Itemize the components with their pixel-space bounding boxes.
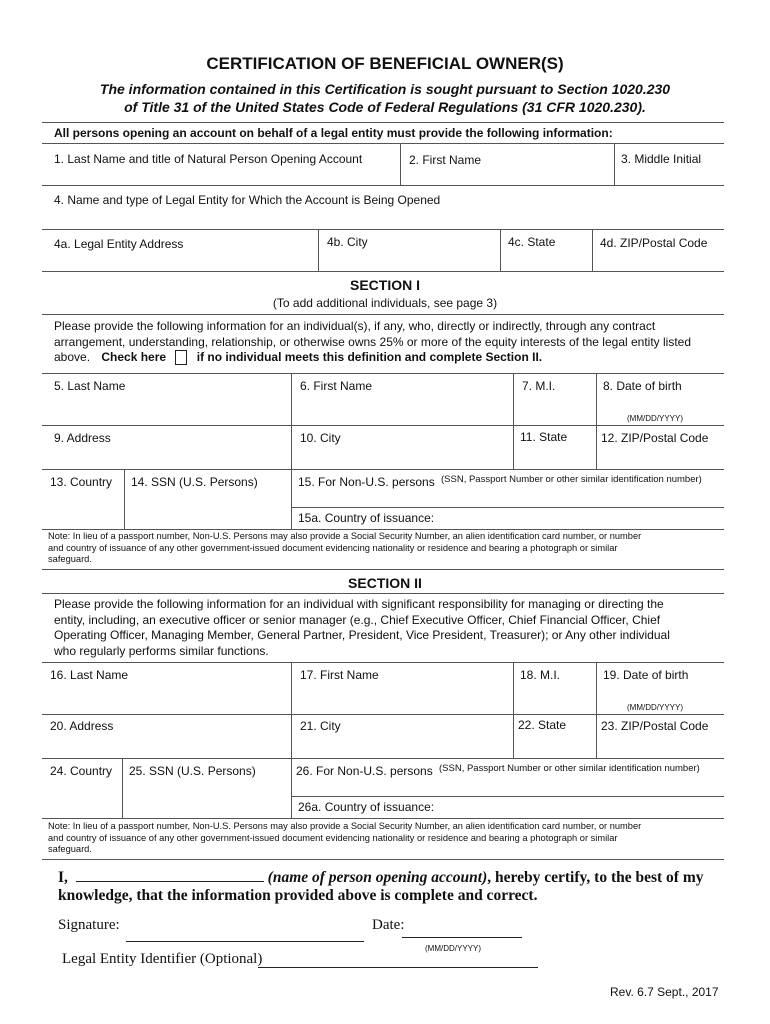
- certify-line-1: [58, 868, 704, 887]
- certify-name-hint: (name of person opening account): [267, 869, 488, 886]
- section-1-instructions: [54, 319, 734, 366]
- field-2-first-name[interactable]: 2. First Name: [409, 153, 482, 167]
- section-1-heading: SECTION I: [349, 277, 420, 293]
- check-here-label: Check here: [101, 350, 167, 364]
- section-2-para-line-3: Operating Officer, Managing Member, General Partner, President, Vice President, Treasurer); or Any other individual: [54, 628, 670, 642]
- field-4-legal-entity-name[interactable]: 4. Name and type of Legal Entity for Which the Account is Being Opened: [54, 193, 441, 207]
- field-18-mi[interactable]: 18. M.I.: [520, 668, 561, 682]
- field-7-mi[interactable]: 7. M.I.: [522, 379, 556, 393]
- field-21-city[interactable]: 21. City: [300, 719, 341, 733]
- field-5-last-name[interactable]: 5. Last Name: [54, 379, 126, 393]
- field-19-date-of-birth[interactable]: 19. Date of birth: [603, 668, 689, 682]
- field-17-first-name[interactable]: 17. First Name: [300, 668, 379, 682]
- subtitle: [0, 80, 770, 116]
- section-1-note: [48, 531, 728, 566]
- section-2-heading: SECTION II: [348, 575, 422, 591]
- section-2-para-line-4: who regularly performs similar functions.: [54, 643, 269, 658]
- field-4d-zip[interactable]: 4d. ZIP/Postal Code: [600, 236, 708, 250]
- field-4b-city[interactable]: 4b. City: [327, 235, 368, 249]
- section-1-para-above: above.: [54, 350, 91, 364]
- subtitle-line-1: The information contained in this Certification is sought pursuant to Section 1020.230: [99, 81, 671, 97]
- field-26-hint: (SSN, Passport Number or other similar identification number): [439, 763, 700, 774]
- section-1-subheading: (To add additional individuals, see page 3): [272, 296, 498, 310]
- field-6-first-name[interactable]: 6. First Name: [300, 379, 373, 393]
- field-8-date-of-birth[interactable]: 8. Date of birth: [603, 379, 682, 393]
- section-2-instructions: [54, 597, 734, 659]
- field-24-country[interactable]: 24. Country: [50, 764, 113, 778]
- section-2-note-line-3: safeguard.: [48, 844, 92, 854]
- field-10-city[interactable]: 10. City: [300, 431, 341, 445]
- field-8-date-hint: (MM/DD/YYYY): [627, 414, 683, 423]
- subtitle-line-2: of Title 31 of the United States Code of Federal Regulations (31 CFR 1020.230).: [124, 99, 646, 115]
- no-owner-checkbox[interactable]: [175, 350, 187, 365]
- field-12-zip[interactable]: 12. ZIP/Postal Code: [601, 431, 709, 445]
- lei-label: Legal Entity Identifier (Optional): [62, 951, 263, 967]
- section-2-note-line-1: Note: In lieu of a passport number, Non-U.S. Persons may also provide a Social Security Number, an alien identification card number, or number: [48, 821, 642, 831]
- signature-line[interactable]: [126, 941, 364, 942]
- section-2-para-line-2: entity, including, an executive officer or senior manager (e.g., Chief Executive Officer, Chief Financial Officer, Chief: [54, 612, 661, 627]
- certify-line-2: knowledge, that the information provided above is complete and correct.: [58, 887, 538, 904]
- field-15-non-us-id[interactable]: 15. For Non-U.S. persons: [298, 475, 435, 489]
- section-1-para-line-2: arrangement, understanding, relationship, or otherwise owns 25% or more of the equity interests of the legal entity listed: [54, 334, 692, 349]
- revision-text: Rev. 6.7 Sept., 2017: [610, 985, 719, 999]
- field-25-ssn[interactable]: 25. SSN (U.S. Persons): [129, 764, 256, 778]
- field-16-last-name[interactable]: 16. Last Name: [50, 668, 129, 682]
- field-9-address[interactable]: 9. Address: [54, 431, 111, 445]
- field-14-ssn[interactable]: 14. SSN (U.S. Persons): [131, 475, 258, 489]
- field-11-state[interactable]: 11. State: [520, 430, 568, 444]
- field-26-non-us-id[interactable]: 26. For Non-U.S. persons: [296, 764, 433, 778]
- field-22-state[interactable]: 22. State: [518, 718, 567, 732]
- certify-name-input[interactable]: [76, 868, 264, 882]
- section-1-para-line-1: Please provide the following information for an individual(s), if any, who, directly or indirectly, through any contract: [54, 319, 656, 333]
- section-2-para-line-1: Please provide the following information for an individual with significant responsibility for managing or directing the: [54, 597, 664, 611]
- field-15a-country-of-issuance[interactable]: 15a. Country of issuance:: [298, 511, 435, 525]
- field-4a-entity-address[interactable]: 4a. Legal Entity Address: [54, 237, 184, 251]
- section-2-note: [48, 821, 728, 856]
- signature-label: Signature:: [58, 917, 120, 933]
- date-hint: (MM/DD/YYYY): [425, 944, 481, 953]
- field-26a-country-of-issuance[interactable]: 26a. Country of issuance:: [298, 800, 435, 814]
- field-23-zip[interactable]: 23. ZIP/Postal Code: [601, 719, 709, 733]
- section-1-para-rest: if no individual meets this definition and complete Section II.: [196, 350, 543, 364]
- field-13-country[interactable]: 13. Country: [50, 475, 113, 489]
- field-1-last-name-title[interactable]: 1. Last Name and title of Natural Person Opening Account: [54, 152, 363, 166]
- section-1-note-line-2: and country of issuance of any other government-issued document evidencing nationality or residence and bearing a photograph or similar: [48, 542, 618, 553]
- certify-i: I,: [58, 869, 68, 886]
- field-19-date-hint: (MM/DD/YYYY): [627, 703, 683, 712]
- field-15-hint: (SSN, Passport Number or other similar identification number): [441, 474, 702, 485]
- field-20-address[interactable]: 20. Address: [50, 719, 114, 733]
- date-label: Date:: [372, 917, 405, 933]
- certify-line-1-rest: , hereby certify, to the best of my: [487, 869, 704, 886]
- intro-text: All persons opening an account on behalf of a legal entity must provide the following information:: [54, 126, 613, 140]
- field-4c-state[interactable]: 4c. State: [508, 235, 556, 249]
- date-line[interactable]: [402, 937, 522, 938]
- section-2-note-line-2: and country of issuance of any other government-issued document evidencing nationality or residence and bearing a photograph or similar: [48, 832, 618, 843]
- lei-line[interactable]: [258, 967, 538, 968]
- field-3-middle-initial[interactable]: 3. Middle Initial: [621, 152, 702, 166]
- section-1-note-line-3: safeguard.: [48, 554, 92, 564]
- section-1-note-line-1: Note: In lieu of a passport number, Non-U.S. Persons may also provide a Social Security Number, an alien identification card number, or number: [48, 531, 642, 541]
- page-title: CERTIFICATION OF BENEFICIAL OWNER(S): [206, 54, 564, 73]
